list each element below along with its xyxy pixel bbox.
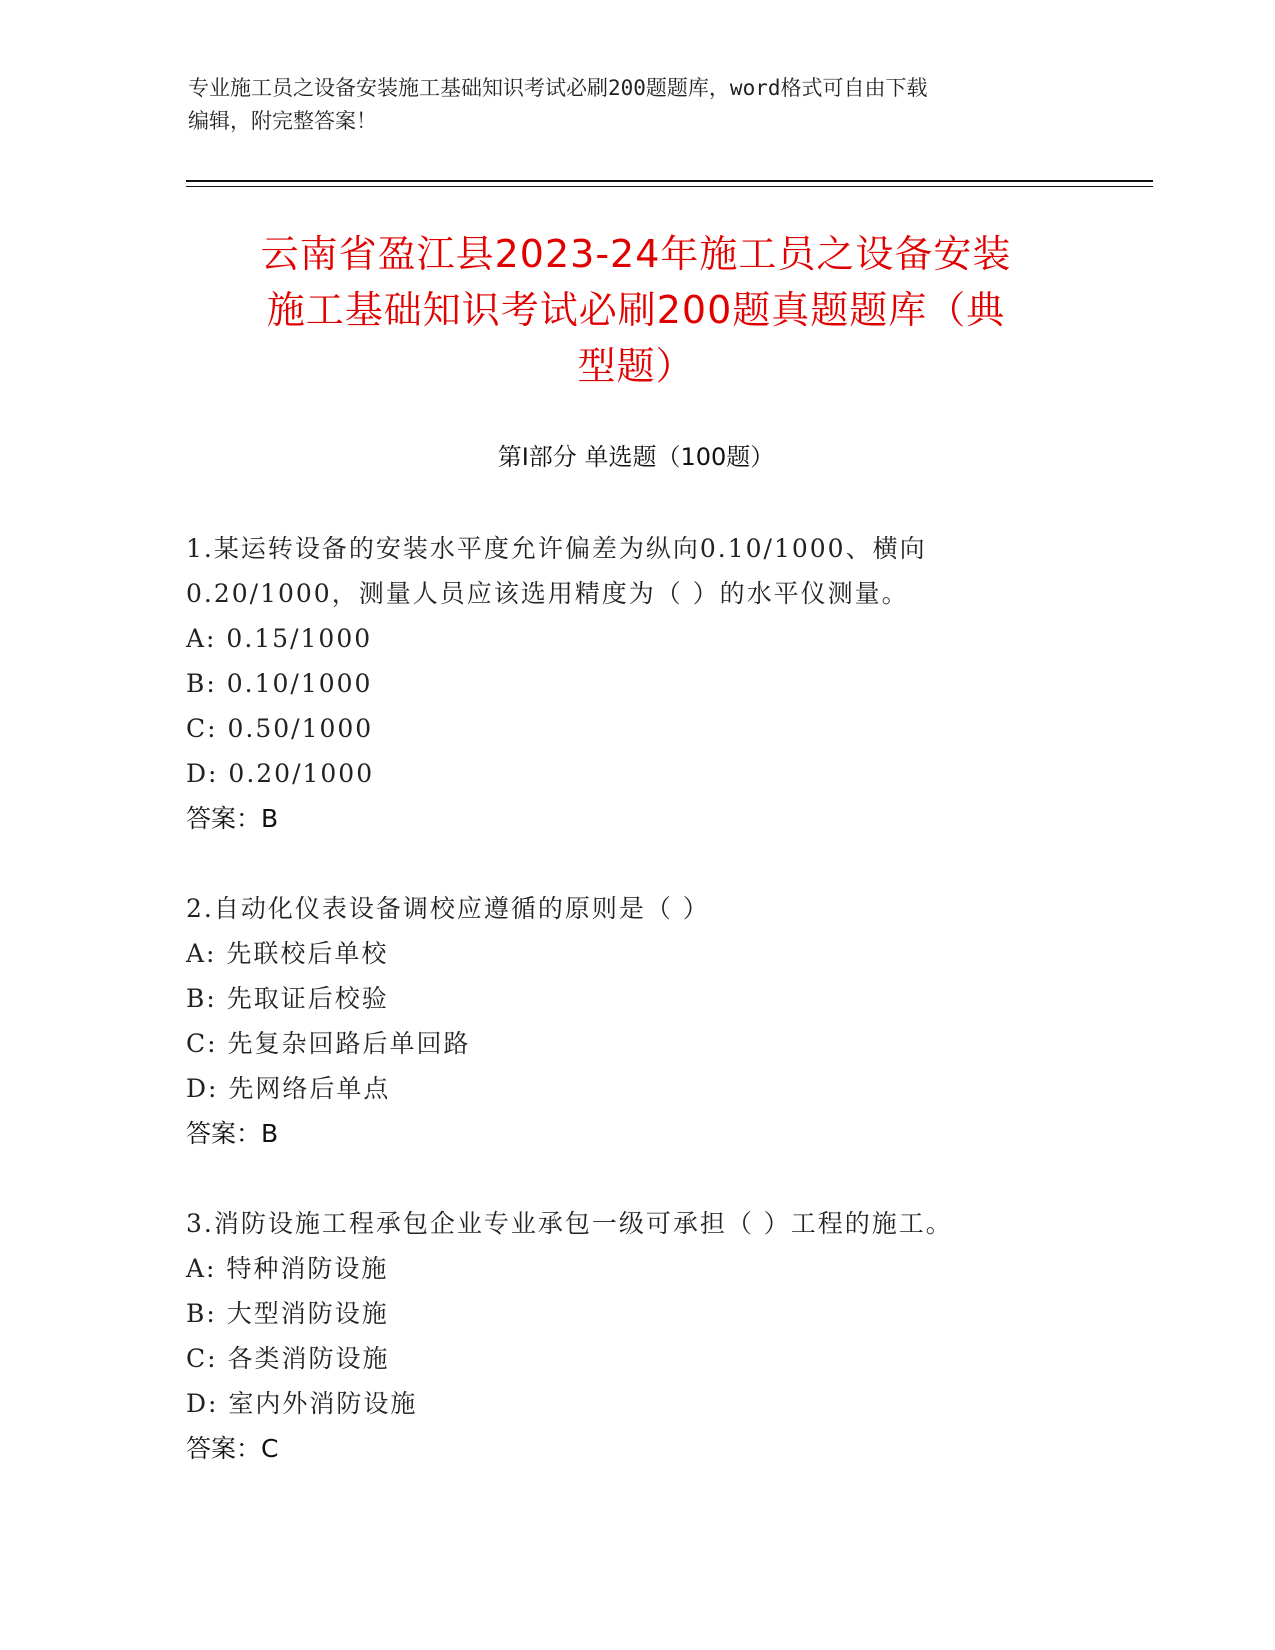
answer: 答案：C — [186, 1434, 279, 1463]
header-note-line1: 专业施工员之设备安装施工基础知识考试必刷200题题库，word格式可自由下载 — [188, 76, 928, 100]
section-title: 第Ⅰ部分 单选题（100题） — [497, 443, 775, 471]
question-3 — [186, 1201, 1086, 1471]
document-title — [186, 226, 1086, 394]
option-d: D: 室内外消防设施 — [186, 1389, 418, 1418]
option-a: A: 0.15/1000 — [186, 624, 373, 653]
option-b: B: 先取证后校验 — [186, 984, 389, 1013]
question-stem: 3.消防设施工程承包企业专业承包一级可承担（ ）工程的施工。 — [186, 1209, 953, 1238]
answer: 答案：B — [186, 804, 279, 833]
header-rule-thick — [186, 180, 1153, 182]
document-title-line2: 施工基础知识考试必刷200题真题题库（典 — [266, 288, 1006, 332]
header-note-line2: 编辑，附完整答案！ — [188, 109, 377, 133]
option-d: D: 先网络后单点 — [186, 1074, 391, 1103]
question-1 — [186, 526, 1086, 841]
option-c: C: 先复杂回路后单回路 — [186, 1029, 471, 1058]
question-stem: 2.自动化仪表设备调校应遵循的原则是（ ） — [186, 894, 710, 923]
option-b: B: 0.10/1000 — [186, 669, 373, 698]
option-a: A: 特种消防设施 — [186, 1254, 389, 1283]
question-stem-continued: 0.20/1000，测量人员应该选用精度为（ ）的水平仪测量。 — [186, 579, 909, 608]
option-d: D: 0.20/1000 — [186, 759, 375, 788]
document-title-line3: 型题） — [577, 344, 695, 388]
option-c: C: 各类消防设施 — [186, 1344, 390, 1373]
option-a: A: 先联校后单校 — [186, 939, 389, 968]
question-stem: 1.某运转设备的安装水平度允许偏差为纵向0.10/1000、横向 — [186, 534, 927, 563]
option-b: B: 大型消防设施 — [186, 1299, 389, 1328]
option-c: C: 0.50/1000 — [186, 714, 374, 743]
header-rule-thin — [186, 186, 1153, 187]
header-note — [188, 72, 1068, 138]
answer: 答案：B — [186, 1119, 279, 1148]
question-2 — [186, 886, 1086, 1156]
question-list — [186, 526, 1086, 1516]
document-title-line1: 云南省盈江县2023-24年施工员之设备安装 — [260, 232, 1012, 276]
